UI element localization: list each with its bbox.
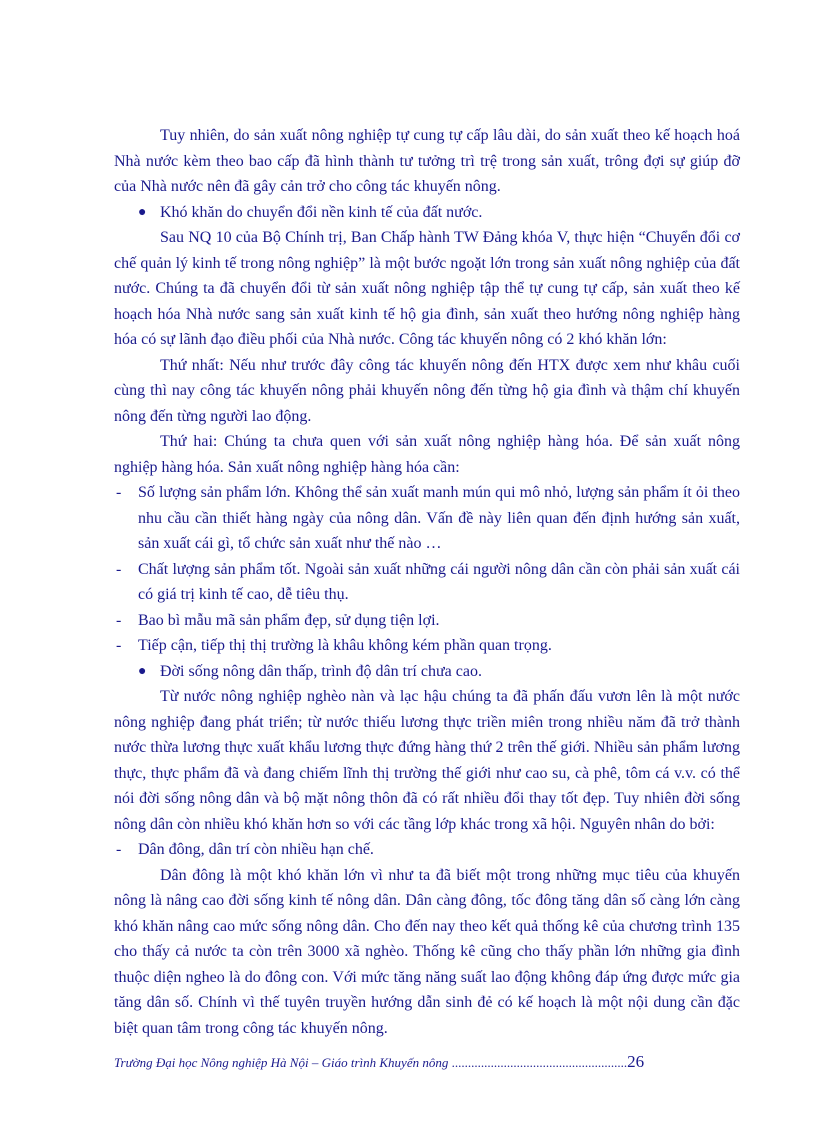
dash-item <box>114 557 740 608</box>
bullet-icon: ● <box>138 663 147 679</box>
paragraph: Từ nước nông nghiệp nghèo nàn và lạc hậu chúng ta đã phấn đấu vươn lên là một nước nông nghiệp đang phát triển; từ nước thiếu lương thực triền miên trong nhiều năm đã trở thành nước thừa lương thực xuất khẩu lương thực đứng hàng thứ 2 trên thế giới. Nhiều sản phẩm lương thực, thực phẩm đã và đang chiếm lĩnh thị trường thế giới như cao su, cà phê, tôm cá v.v. có thể nói đời sống nông dân và bộ mặt nông thôn đã có rất nhiều đổi thay tốt đẹp. Tuy nhiên đời sống nông dân còn nhiều khó khăn hơn so với các tầng lớp khác trong xã hội. Nguyên nhân do bởi: <box>114 688 740 833</box>
dash-text: Bao bì mẫu mã sản phẩm đẹp, sử dụng tiện lợi. <box>138 611 440 629</box>
page-number: 26 <box>627 1052 645 1071</box>
bullet-item <box>114 659 740 685</box>
dash-text: Tiếp cận, tiếp thị thị trường là khâu không kém phần quan trọng. <box>138 637 552 654</box>
dash-text: Chất lượng sản phẩm tốt. Ngoài sản xuất những cái người nông dân cần còn phải sản xuất cái có giá trị kinh tế cao, dễ tiêu thụ. <box>138 560 740 603</box>
paragraph: Sau NQ 10 của Bộ Chính trị, Ban Chấp hành TW Đảng khóa V, thực hiện “Chuyển đổi cơ chế quản lý kinh tế trong nông nghiệp” là một bước ngoặt lớn trong sản xuất nông nghiệp của đất nước. Chúng ta đã chuyển đổi từ sản xuất nông nghiệp tập thể tự cung tự cấp, sản xuất theo kế hoạch hóa Nhà nước sang sản xuất kinh tế hộ gia đình, sản xuất theo hướng nông nghiệp hàng hóa có sự lãnh đạo điều phối của Nhà nước. Công tác khuyến nông có 2 khó khăn lớn: <box>114 229 740 348</box>
bullet-icon: ● <box>138 204 147 220</box>
dash-marker: - <box>116 637 122 654</box>
dash-marker: - <box>116 611 122 629</box>
paragraph: Dân đông là một khó khăn lớn vì như ta đã biết một trong những mục tiêu của khuyến nông là nâng cao đời sống kinh tế nông dân. Dân càng đông, tốc đông tăng dân số càng lớn càng khó khăn nâng cao mức sống nông dân. Cho đến nay theo kết quả thống kê của chương trình 135 cho thấy cả nước ta còn trên 3000 xã nghèo. Thống kê cũng cho thấy phần lớn những gia đình thuộc diện ngheo là do đông con. Với mức tăng năng suất lao động không đáp ứng được mức gia tăng dân số. Chính vì thế tuyên truyền hướng dẫn sinh đẻ có kế hoạch là một nội dung cần đặc biệt quan tâm trong công tác khuyến nông. <box>114 866 740 1037</box>
dash-marker: - <box>116 841 122 858</box>
paragraph-intro: Tuy nhiên, do sản xuất nông nghiệp tự cung tự cấp lâu dài, do sản xuất theo kế hoạch hoá Nhà nước kèm theo bao cấp đã hình thành tư tưởng trì trệ trong sản xuất, trông đợi sự giúp đỡ của Nhà nước nên đã gây cản trở cho công tác khuyến nông. <box>114 127 740 195</box>
dash-text: Số lượng sản phẩm lớn. Không thể sản xuất manh mún qui mô nhỏ, lượng sản phẩm ít ỏi theo nhu cầu cần thiết hàng ngày của nông dân. Vấn đề này liên quan đến định hướng sản xuất, sản xuất cái gì, tổ chức sản xuất như thế nào … <box>138 484 740 552</box>
dash-marker: - <box>116 484 122 501</box>
dash-item <box>114 837 740 863</box>
dash-item <box>114 633 740 659</box>
page-footer <box>114 1052 714 1072</box>
bullet-item <box>114 200 740 226</box>
footer-leader-dots: ...................................................... <box>451 1055 628 1070</box>
bullet-text: Khó khăn do chuyển đổi nền kinh tế của đất nước. <box>160 203 483 221</box>
dash-item <box>114 608 740 634</box>
paragraph: Thứ hai: Chúng ta chưa quen với sản xuất nông nghiệp hàng hóa. Để sản xuất nông nghiệp hàng hóa. Sản xuất nông nghiệp hàng hóa cần: <box>114 433 740 476</box>
footer-title: Trường Đại học Nông nghiệp Hà Nội – Giáo trình Khuyến nông <box>114 1055 452 1070</box>
dash-text: Dân đông, dân trí còn nhiều hạn chế. <box>138 841 374 858</box>
bullet-text: Đời sống nông dân thấp, trình độ dân trí chưa cao. <box>160 662 482 680</box>
dash-marker: - <box>116 560 122 578</box>
paragraph: Thứ nhất: Nếu như trước đây công tác khuyến nông đến HTX được xem như khâu cuối cùng thì nay công tác khuyến nông phải khuyến nông đến từng hộ gia đình và thậm chí khuyến nông đến từng người lao động. <box>114 356 740 425</box>
body-text <box>114 123 740 1041</box>
dash-item <box>114 480 740 557</box>
